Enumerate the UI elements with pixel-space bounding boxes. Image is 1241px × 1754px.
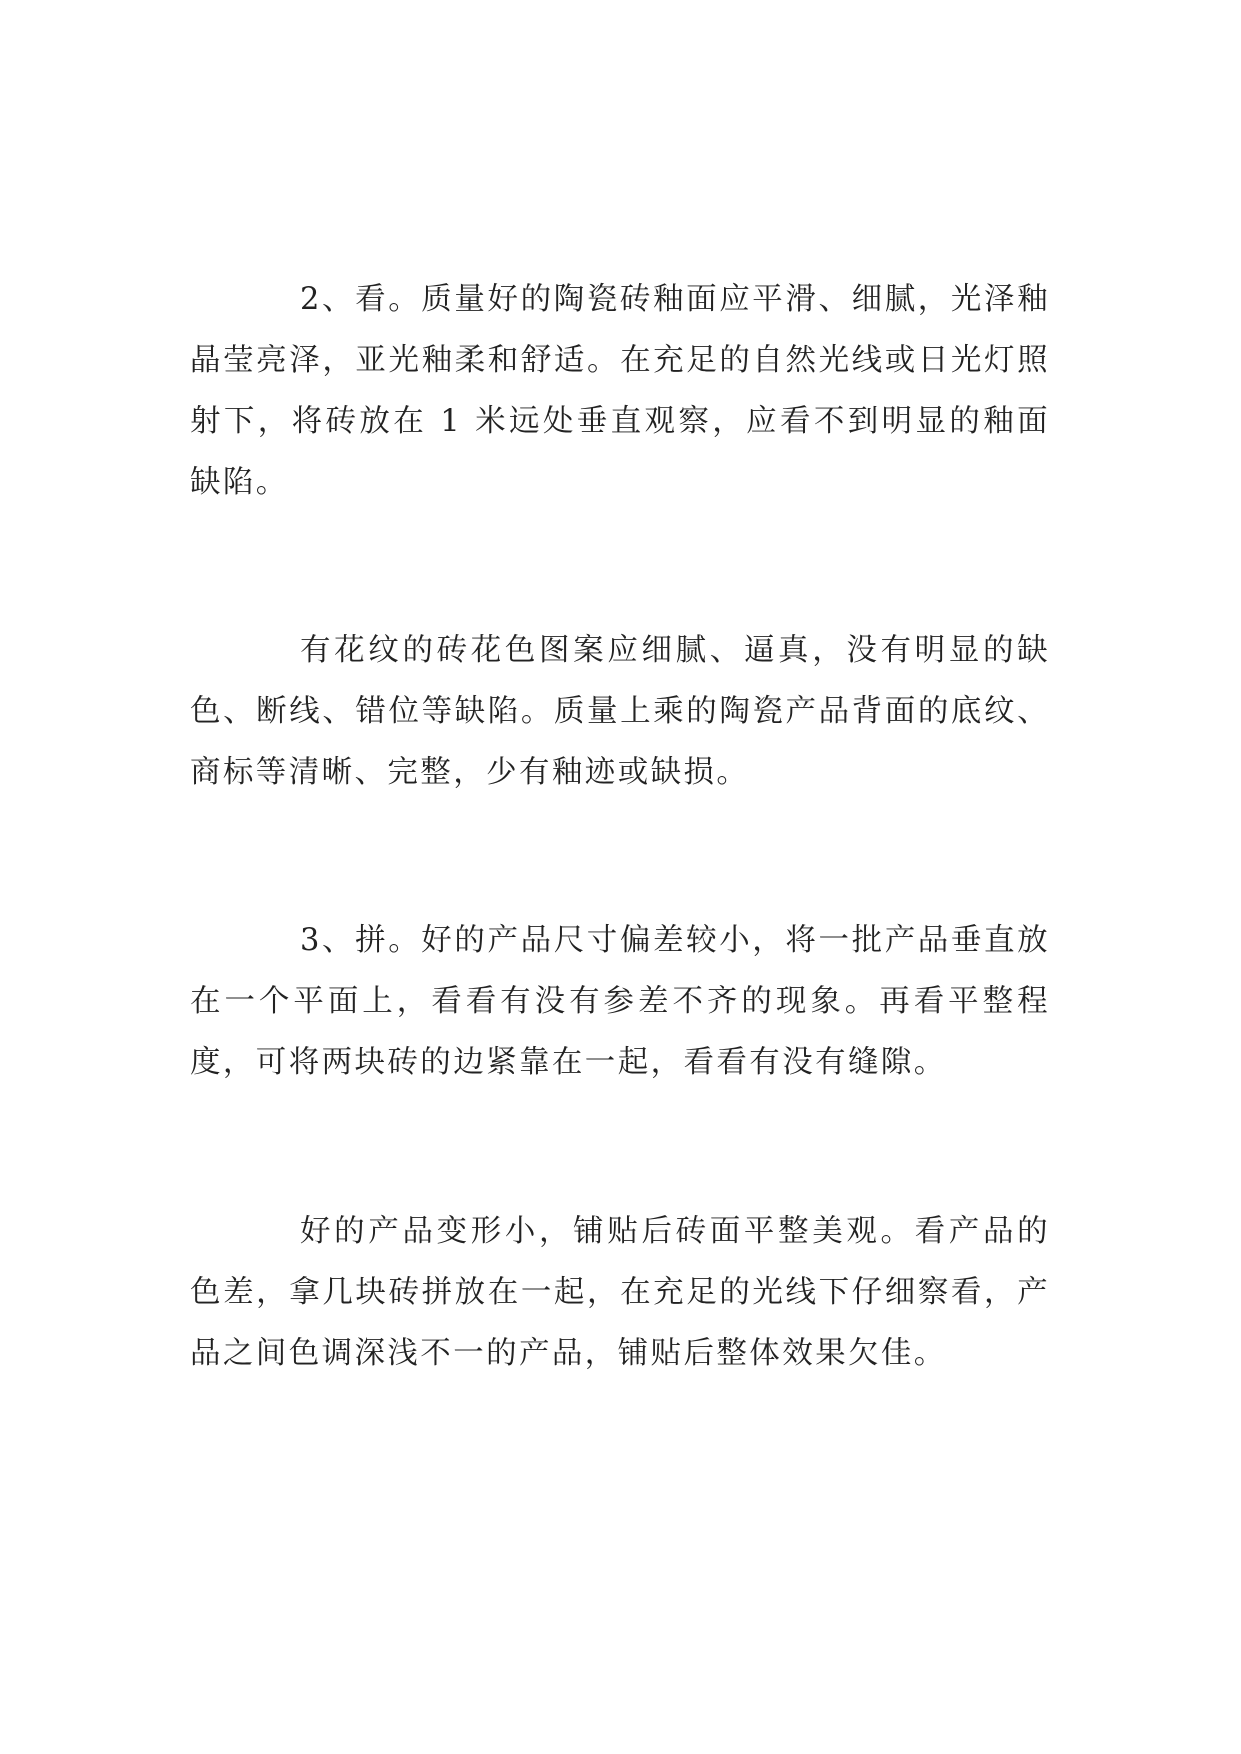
- paragraph-pattern: 有花纹的砖花色图案应细腻、逼真，没有明显的缺色、断线、错位等缺陷。质量上乘的陶瓷产品背面的底纹、商标等清晰、完整，少有釉迹或缺损。: [190, 633, 1050, 790]
- paragraph-assemble: 3、拼。好的产品尺寸偏差较小，将一批产品垂直放在一个平面上，看看有没有参差不齐的现象。再看平整程度，可将两块砖的边紧靠在一起，看看有没有缝隙。: [190, 923, 1050, 1080]
- paragraph-deformation: 好的产品变形小，铺贴后砖面平整美观。看产品的色差，拿几块砖拼放在一起，在充足的光线下仔细察看，产品之间色调深浅不一的产品，铺贴后整体效果欠佳。: [190, 1214, 1050, 1371]
- paragraph-look: 2、看。质量好的陶瓷砖釉面应平滑、细腻，光泽釉晶莹亮泽，亚光釉柔和舒适。在充足的自然光线或日光灯照射下，将砖放在 1 米远处垂直观察，应看不到明显的釉面缺陷。: [190, 282, 1050, 500]
